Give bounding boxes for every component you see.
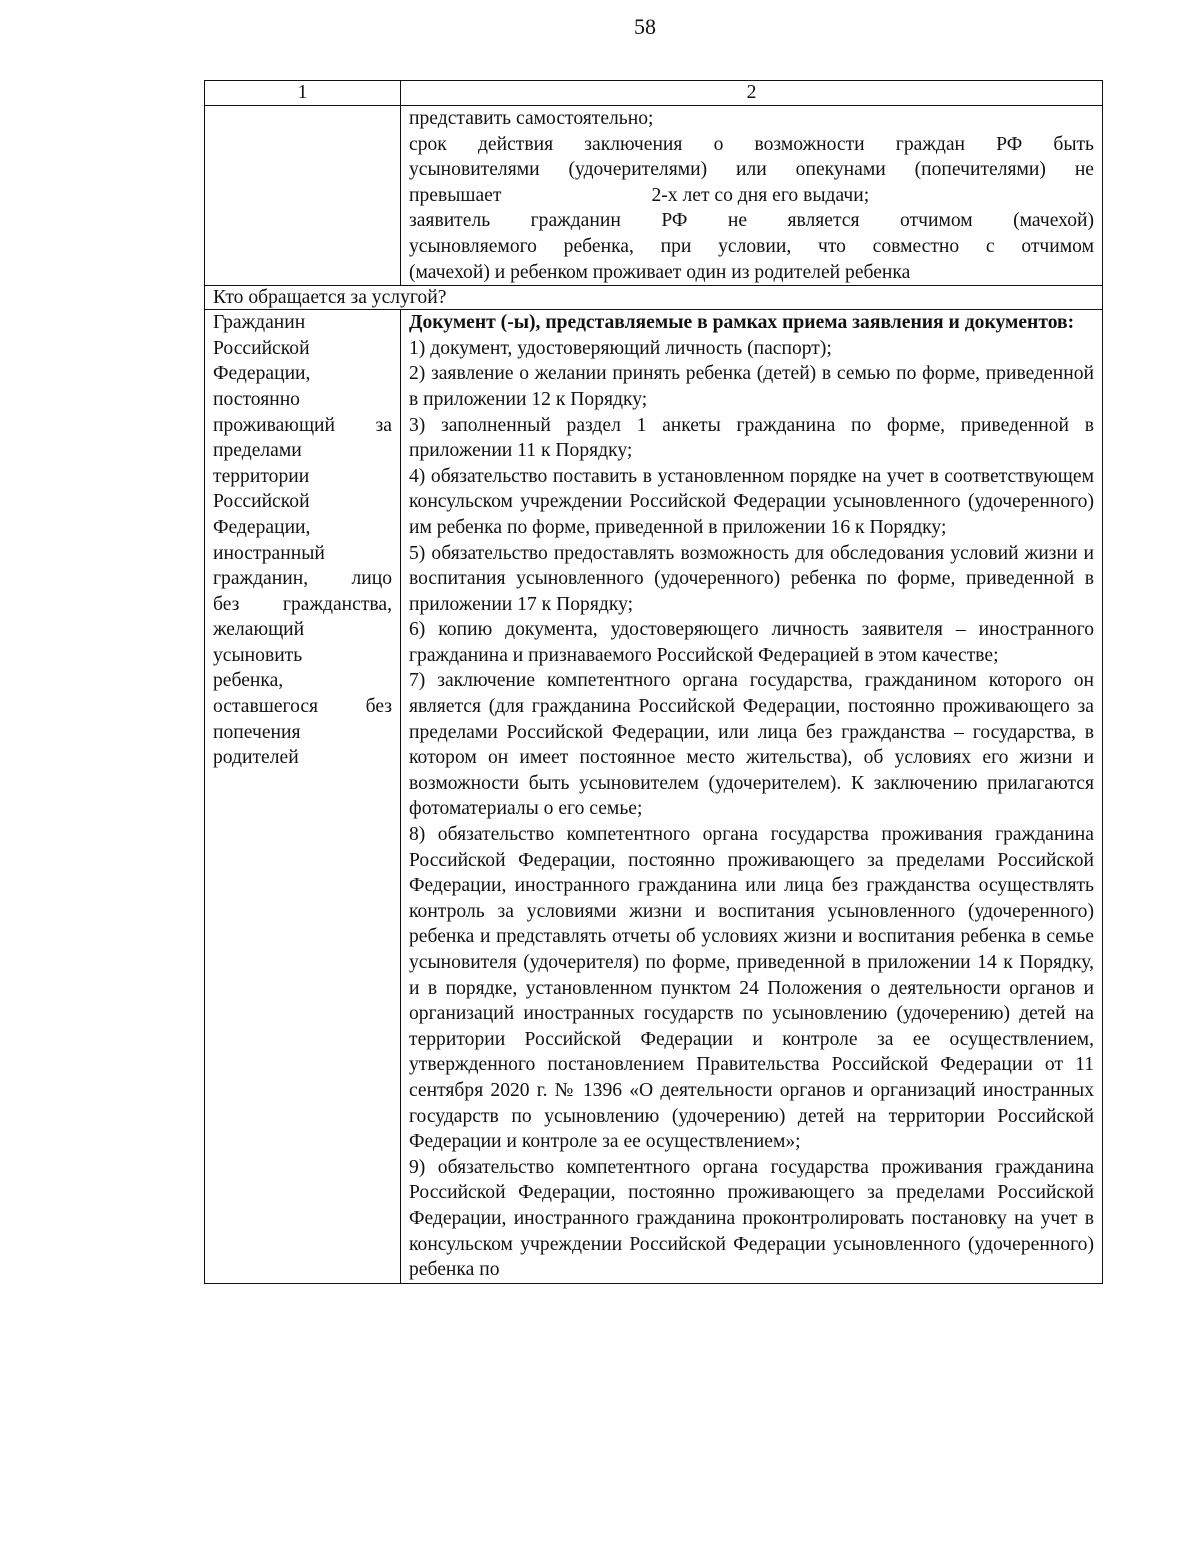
document-item: 8) обязательство компетентного органа государства проживания гражданина Российской Федерации, постоянно проживающего за пределами Российской Федерации, иностранного гражданина или лица без гражданства осуществлять контроль за условиями жизни и воспитания усыновленного (удочеренного) ребенка и представлять отчеты об условиях жизни и воспитания ребенка в семье усыновителя (удочерителя) по форме, приведенной в приложении 14 к Порядку, и в порядке, установленном пунктом 24 Положения о деятельности органов и организаций иностранных государств по усыновлению (удочерению) детей на территории Российской Федерации и контроле за ее осуществлением, утвержденного постановлением Правительства Российской Федерации от 11 сентября 2020 г. № 1396 «О деятельности органов и организаций иностранных государств по усыновлению (удочерению) детей на территории Российской Федерации и контроле за ее осуществлением»; bbox=[409, 824, 1094, 1153]
document-item: 2) заявление о желании принять ребенка (детей) в семью по форме, приведенной в приложении 12 к Порядку; bbox=[409, 363, 1094, 410]
applicant-line: усыновить bbox=[213, 644, 303, 666]
applicant-line: Российской bbox=[213, 337, 310, 359]
applicant-line: проживающий за bbox=[213, 414, 392, 436]
applicant-line: постоянно bbox=[213, 388, 300, 410]
table-header-row bbox=[205, 81, 1103, 106]
column-header-2: 2 bbox=[401, 81, 1103, 106]
service-table bbox=[204, 80, 1103, 1284]
applicant-line: без гражданства, bbox=[213, 593, 392, 615]
applicant-line: попечения bbox=[213, 721, 301, 743]
applicant-category bbox=[205, 310, 401, 1284]
applicant-line: иностранный bbox=[213, 542, 325, 564]
documents-heading: Документ (-ы), представляемые в рамках приема заявления и документов: bbox=[409, 312, 1075, 334]
continuation-line: (мачехой) и ребенком проживает один из родителей ребенка bbox=[409, 261, 911, 283]
continuation-line: усыновителями (удочерителями) или опекунами (попечителями) не bbox=[409, 159, 1094, 181]
document-item: 4) обязательство поставить в установленном порядке на учет в соответствующем консульском учреждении Российской Федерации усыновленного (удочеренного) им ребенка по форме, приведенной в приложении 16 к Порядку; bbox=[409, 465, 1094, 538]
applicant-line: ребенка, bbox=[213, 670, 284, 692]
document-item: 3) заполненный раздел 1 анкеты гражданина по форме, приведенной в приложении 11 к Порядку; bbox=[409, 414, 1094, 462]
question-row bbox=[205, 286, 1103, 310]
column-header-1: 1 bbox=[205, 81, 401, 106]
continuation-line: срок действия заключения о возможности граждан РФ быть bbox=[409, 133, 1094, 155]
applicant-line: Федерации, bbox=[213, 516, 311, 538]
documents-list bbox=[401, 310, 1103, 1284]
applicant-row bbox=[205, 310, 1103, 1284]
continuation-line: усыновляемого ребенка, при условии, что совместно с отчимом bbox=[409, 235, 1094, 257]
continuation-row bbox=[205, 106, 1103, 286]
applicant-line: родителей bbox=[213, 747, 299, 769]
applicant-line: гражданин, лицо bbox=[213, 568, 392, 590]
page-number: 58 bbox=[634, 14, 656, 39]
continuation-col2 bbox=[401, 106, 1103, 286]
document-item: 9) обязательство компетентного органа государства проживания гражданина Российской Федерации, постоянно проживающего за пределами Российской Федерации, иностранного гражданина проконтролировать постановку на учет в консульском учреждении Российской Федерации усыновленного (удочеренного) ребенка по bbox=[409, 1156, 1094, 1281]
document-item: 7) заключение компетентного органа государства, гражданином которого он является (для гражданина Российской Федерации, постоянно проживающего за пределами Российской Федерации, или лица без гражданства – государства, в котором он имеет постоянное место жительства), об условиях его жизни и возможности быть усыновителем (удочерителем). К заключению прилагаются фотоматериалы о его семье; bbox=[409, 670, 1094, 820]
applicant-line: территории bbox=[213, 465, 310, 487]
document-item: 6) копию документа, удостоверяющего личность заявителя – иностранного гражданина и признаваемого Российской Федерацией в этом качестве; bbox=[409, 619, 1094, 666]
applicant-line: желающий bbox=[213, 619, 305, 641]
applicant-line: Гражданин bbox=[213, 312, 306, 334]
continuation-col1 bbox=[205, 106, 401, 286]
applicant-line: Российской bbox=[213, 491, 310, 513]
applicant-line: Федерации, bbox=[213, 363, 311, 385]
document-item: 1) документ, удостоверяющий личность (паспорт); bbox=[409, 337, 832, 359]
document-item: 5) обязательство предоставлять возможность для обследования условий жизни и воспитания усыновленного (удочеренного) ребенка по форме, приведенной в приложении 17 к Порядку; bbox=[409, 542, 1094, 615]
applicant-line: пределами bbox=[213, 440, 302, 462]
continuation-line: превышает 2-х лет со дня его выдачи; bbox=[409, 184, 870, 206]
continuation-line: представить самостоятельно; bbox=[409, 108, 654, 129]
applicant-line: оставшегося без bbox=[213, 696, 392, 718]
continuation-line: заявитель гражданин РФ не является отчимом (мачехой) bbox=[409, 210, 1094, 232]
question-text: Кто обращается за услугой? bbox=[205, 286, 1103, 310]
documents-items bbox=[409, 336, 1094, 1283]
